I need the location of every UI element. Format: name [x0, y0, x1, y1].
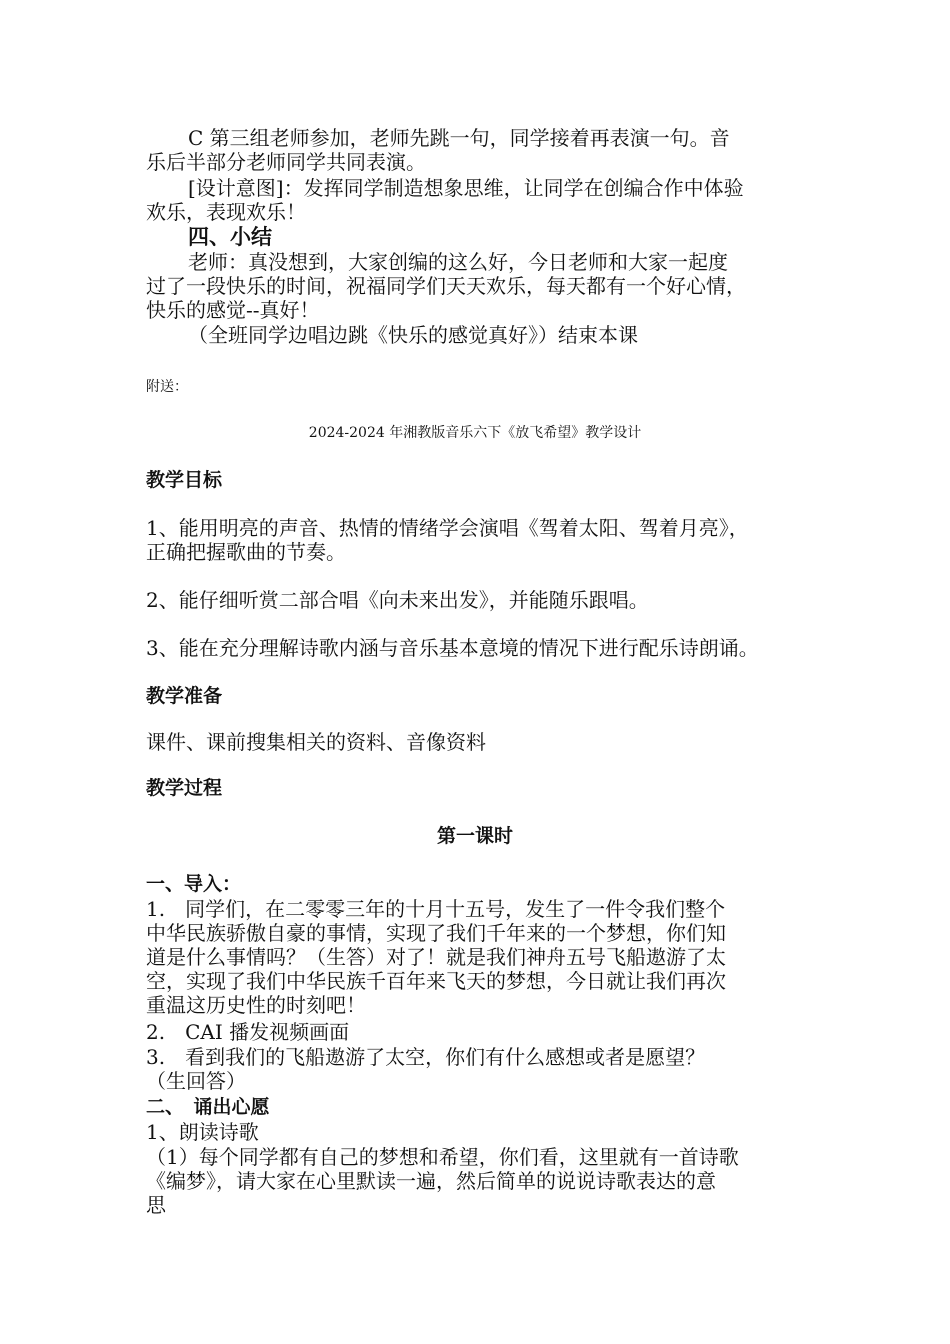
lesson-title: 第一课时	[436, 825, 513, 847]
paragraph-line: 快乐的感觉--真好！	[146, 298, 320, 322]
document-title: 2024-2024 年湘教版音乐六下《放飞希望》教学设计	[308, 425, 642, 441]
intro-line: 重温这历史性的时刻吧！	[146, 993, 366, 1017]
section-heading-process: 教学过程	[146, 777, 223, 799]
wish-line: （1）每个同学都有自己的梦想和希望，你们看，这里就有一首诗歌	[146, 1145, 739, 1169]
paragraph-line: 过了一段快乐的时间，祝福同学们天天欢乐，每天都有一个好心情，	[146, 274, 746, 298]
intro-line: 道是什么事情吗？（生答）对了！就是我们神舟五号飞船遨游了太	[146, 945, 726, 969]
wish-line: 《编梦》，请大家在心里默读一遍，然后简单的说说诗歌表达的意	[146, 1169, 716, 1193]
wish-subheading: 1、朗读诗歌	[146, 1120, 259, 1144]
goal-line: 正确把握歌曲的节奏。	[146, 540, 346, 564]
section-heading-prep: 教学准备	[146, 685, 223, 707]
paragraph-line: 乐后半部分老师同学共同表演。	[146, 150, 426, 174]
paragraph-line: C 第三组老师参加，老师先跳一句，同学接着再表演一句。音	[188, 126, 730, 150]
paragraph-line: 欢乐，表现欢乐！	[146, 200, 306, 224]
intro-line: 3. 看到我们的飞船遨游了太空，你们有什么感想或者是愿望？	[146, 1045, 706, 1069]
paragraph-line: 老师：真没想到，大家创编的这么好，今日老师和大家一起度	[188, 250, 728, 274]
intro-line: 空，实现了我们中华民族千百年来飞天的梦想，今日就让我们再次	[146, 969, 726, 993]
wish-line: 思	[146, 1193, 166, 1217]
paragraph-line: （全班同学边唱边跳《快乐的感觉真好》）结束本课	[188, 323, 638, 347]
section-heading-intro: 一、导入：	[146, 873, 242, 895]
goal-line: 3、能在充分理解诗歌内涵与音乐基本意境的情况下进行配乐诗朗诵。	[146, 636, 759, 660]
goal-line: 1、能用明亮的声音、热情的情绪学会演唱《驾着太阳、驾着月亮》，	[146, 516, 749, 540]
section-heading-goals: 教学目标	[146, 469, 223, 491]
intro-line: 2. CAI 播发视频画面	[146, 1020, 350, 1044]
attachment-label: 附送：	[146, 379, 188, 395]
intro-line: 1. 同学们，在二零零三年的十月十五号，发生了一件令我们整个	[146, 897, 726, 921]
paragraph-line: [设计意图]：发挥同学制造想象思维，让同学在创编合作中体验	[188, 176, 744, 200]
goal-line: 2、能仔细听赏二部合唱《向未来出发》，并能随乐跟唱。	[146, 588, 649, 612]
intro-line: （生回答）	[146, 1069, 246, 1093]
section-heading-wish: 二、 诵出心愿	[146, 1096, 270, 1118]
intro-line: 中华民族骄傲自豪的事情，实现了我们千年来的一个梦想，你们知	[146, 921, 726, 945]
section-heading-summary: 四、小结	[188, 224, 272, 249]
prep-text: 课件、课前搜集相关的资料、音像资料	[146, 730, 486, 754]
